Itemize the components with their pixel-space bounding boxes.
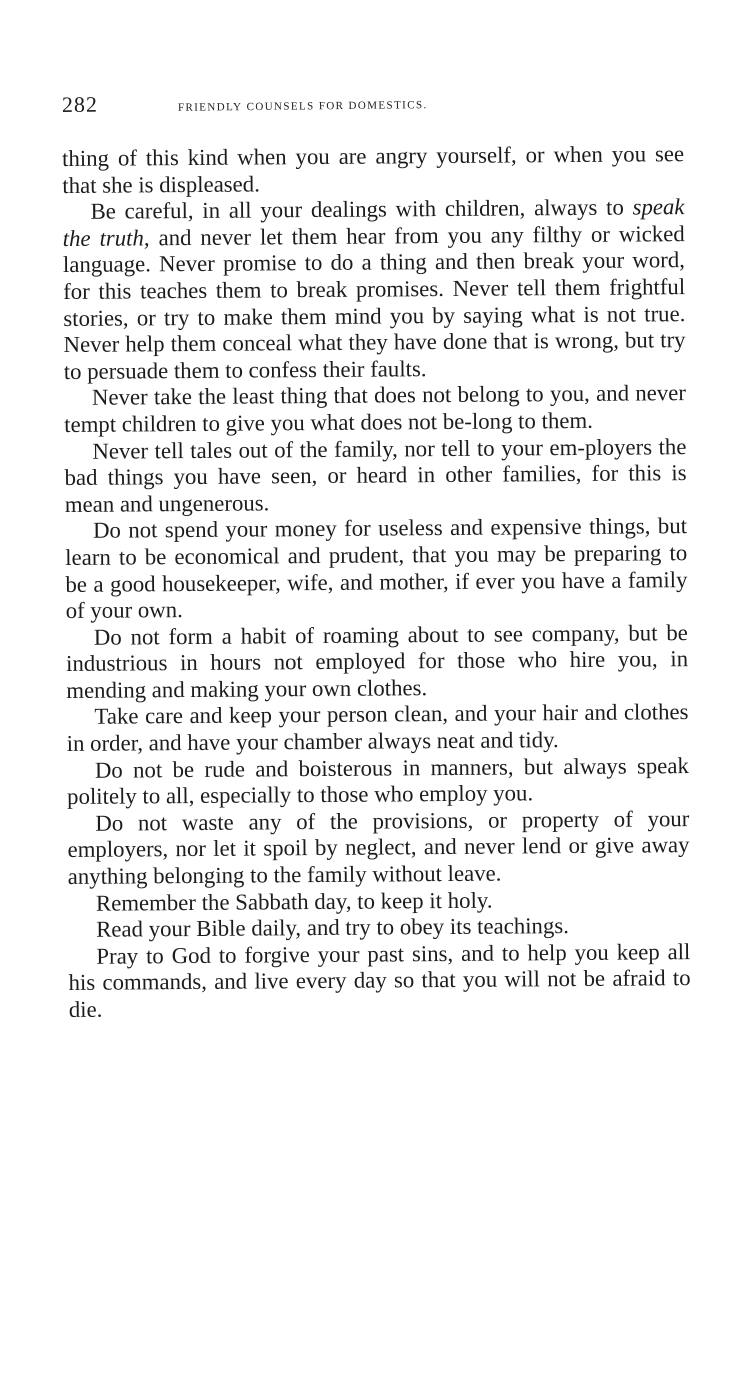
paragraph xyxy=(66,700,688,758)
paragraph-text: Never take the least thing that does not belong to you, and never tempt children to give you what does not be-long to them. xyxy=(64,380,687,437)
paragraph-text: Pray to God to forgive your past sins, and to help you keep all his commands, and live every day so that you will not be afraid to die. xyxy=(68,938,691,1022)
paragraph-text: Take care and keep your person clean, and your hair and clothes in order, and have your chamber always neat and tidy. xyxy=(66,699,689,757)
paragraph-text: thing of this kind when you are angry yourself, or when you see that she is displeased. xyxy=(62,141,685,198)
paragraph xyxy=(64,434,687,519)
paragraph xyxy=(67,806,690,891)
book-page xyxy=(61,91,691,1024)
italic-phrase: speak the truth, xyxy=(62,194,685,251)
paragraph xyxy=(67,753,689,811)
paragraph-text: Do not form a habit of roaming about to see company, but be industrious in hours not employed for those who hire you, in mending and making your own clothes. xyxy=(65,619,689,703)
paragraph xyxy=(62,141,684,199)
paragraph xyxy=(68,939,691,1024)
body-text xyxy=(62,141,691,1023)
paragraph-text: Read your Bible daily, and try to obey its teachings. xyxy=(96,913,569,942)
running-head xyxy=(62,85,684,132)
paragraph-text: Do not spend your money for useless and expensive things, but learn to be economical and prudent, that you may be preparing to be a good housekeeper, wife, and mother, if ever you have a family of your own. xyxy=(65,513,688,624)
paragraph xyxy=(66,620,689,705)
paragraph-text: Do not waste any of the provisions, or property of your employers, nor let it spoil by neglect, and never lend or give away anything belonging to the family without leave. xyxy=(67,805,690,890)
paragraph xyxy=(65,513,688,624)
paragraph-text: Do not be rude and boisterous in manners, but always speak politely to all, especially to those who employ you. xyxy=(67,752,689,810)
paragraph xyxy=(62,194,685,385)
page-number: 282 xyxy=(61,91,99,117)
paragraph-text: and never let them hear from you any filthy or wicked language. Never promise to do a thing and then break your word, for this teaches them to break promises. Never tell them frightful stories, or try to make them mind you by saying what is not true. Never help them conceal what they have done that is wrong, but try to persuade them to confess their faults. xyxy=(62,220,686,384)
paragraph-text: Be careful, in all your dealings with children, always to xyxy=(90,194,633,224)
paragraph-text: Never tell tales out of the family, nor tell to your em-ployers the bad things you have seen, or heard in other families, for this is mean and ungenerous. xyxy=(64,433,687,517)
paragraph-text: Remember the Sabbath day, to keep it holy. xyxy=(95,887,493,916)
running-title: friendly counsels for domestics. xyxy=(177,95,428,115)
paragraph xyxy=(64,380,686,438)
